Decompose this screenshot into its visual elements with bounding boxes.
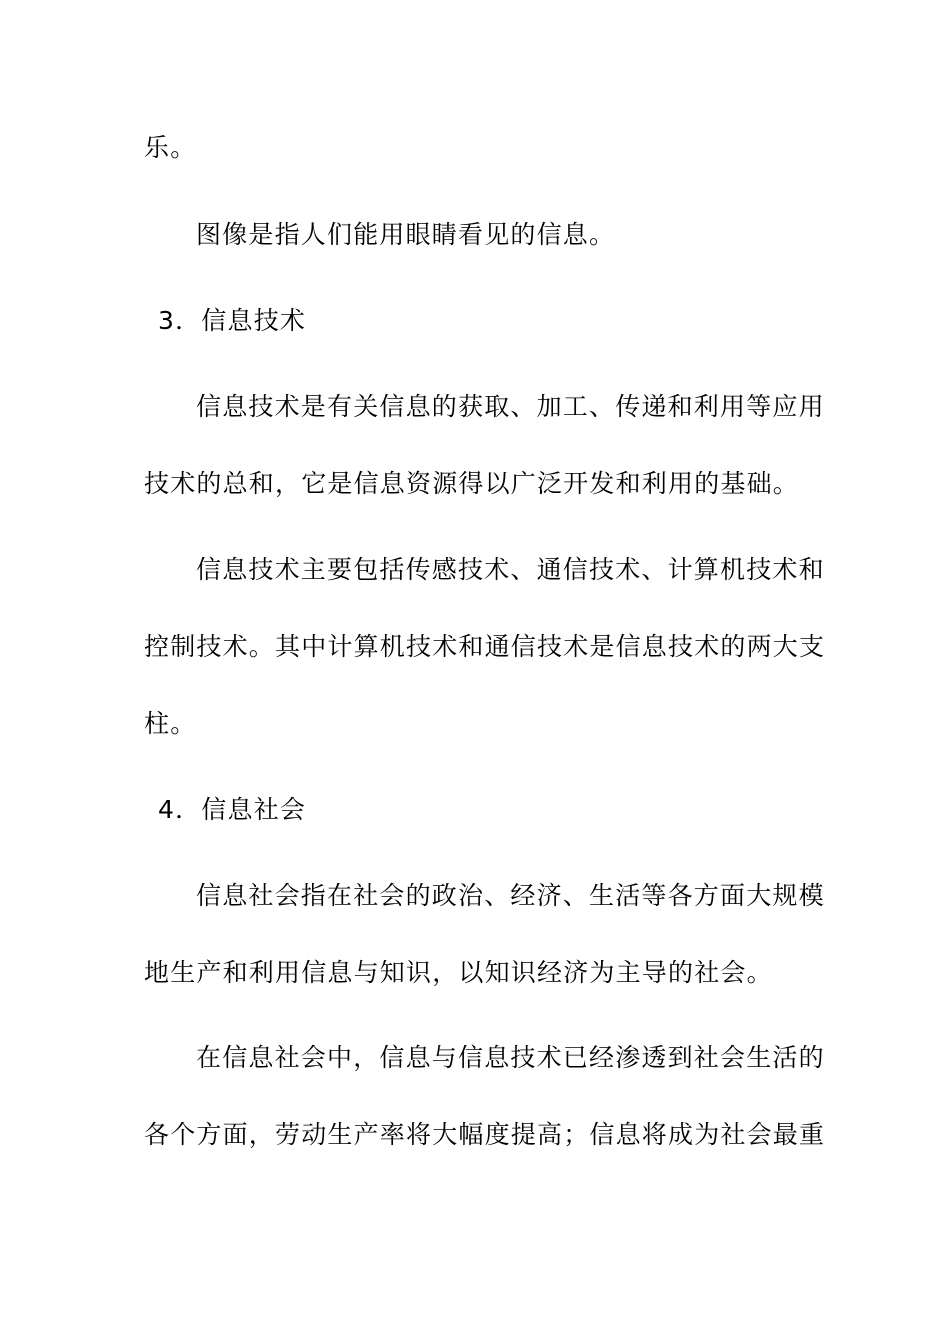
paragraph-society-definition-line1: 信息社会指在社会的政治、经济、生活等各方面大规模 [196, 881, 825, 910]
paragraph-image-definition: 图像是指人们能用眼睛看见的信息。 [196, 220, 616, 249]
paragraph-it-components-line1: 信息技术主要包括传感技术、通信技术、计算机技术和 [196, 555, 825, 584]
section-heading-information-technology: 3．信息技术 [158, 306, 307, 335]
paragraph-society-impact-line2: 各个方面，劳动生产率将大幅度提高；信息将成为社会最重 [144, 1120, 826, 1149]
section-heading-information-society: 4．信息社会 [158, 795, 307, 824]
paragraph-it-definition-line2: 技术的总和，它是信息资源得以广泛开发和利用的基础。 [144, 469, 800, 498]
paragraph-society-definition-line2: 地生产和利用信息与知识，以知识经济为主导的社会。 [144, 958, 773, 987]
paragraph-society-impact-line1: 在信息社会中，信息与信息技术已经渗透到社会生活的 [196, 1043, 825, 1072]
paragraph-continuation: 乐。 [144, 133, 197, 162]
paragraph-it-components-line3: 柱。 [144, 709, 197, 738]
paragraph-it-definition-line1: 信息技术是有关信息的获取、加工、传递和利用等应用 [196, 392, 825, 421]
paragraph-it-components-line2: 控制技术。其中计算机技术和通信技术是信息技术的两大支 [144, 632, 826, 661]
